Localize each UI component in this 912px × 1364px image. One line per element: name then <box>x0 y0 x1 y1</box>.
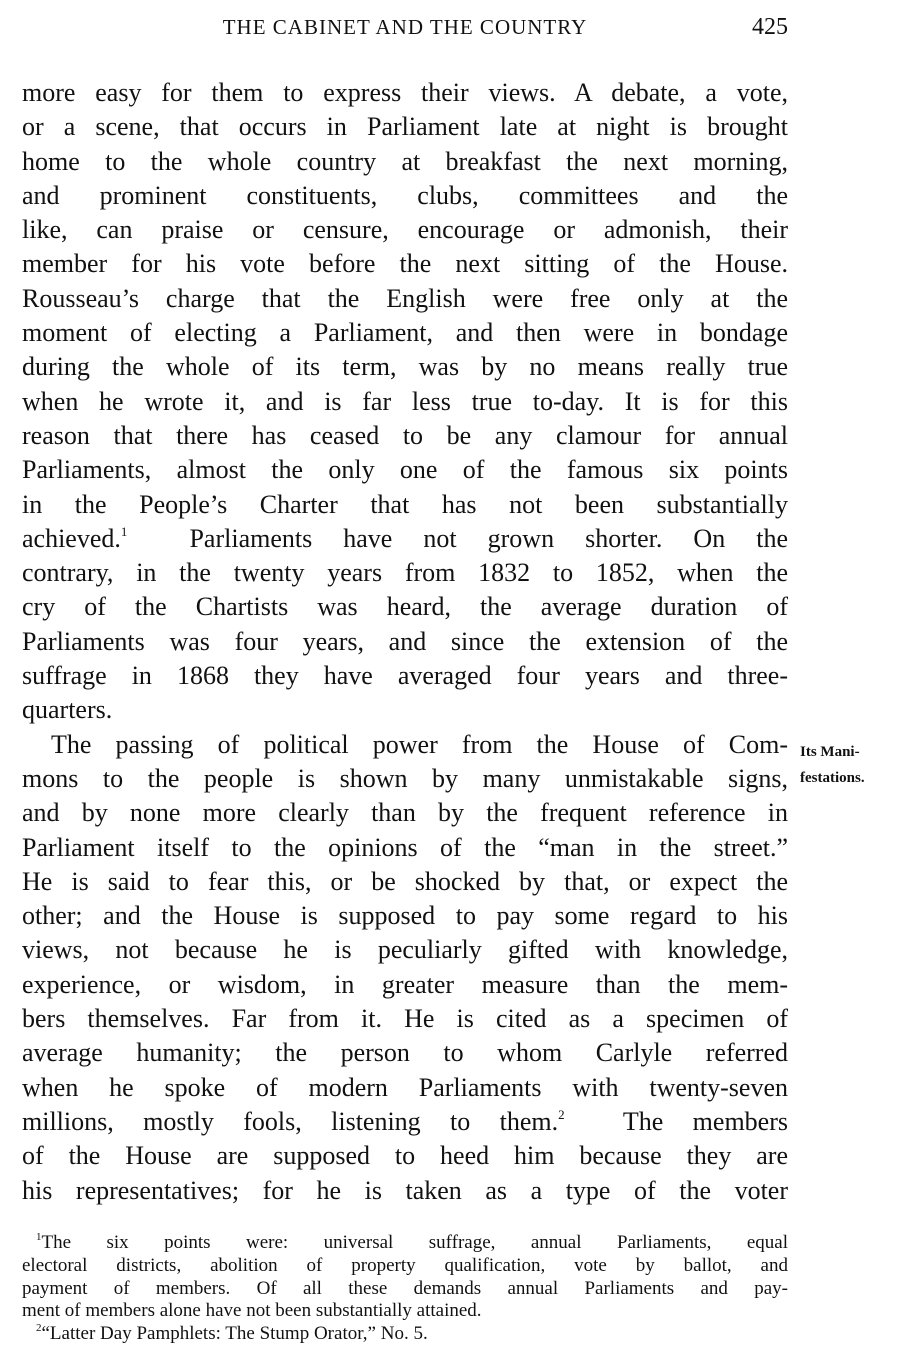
text-fragment: millions, mostly fools, listening to them. <box>22 1106 559 1136</box>
marginal-note <box>800 739 908 791</box>
footnote-text: “Latter Day Pamphlets: The Stump Orator,” No. 5. <box>41 1323 428 1345</box>
text-line: like, can praise or censure, encourage or admonish, their <box>22 215 788 245</box>
text-line <box>22 1105 788 1139</box>
text-line: The passing of political power from the House of Com- <box>51 729 788 759</box>
text-line: and prominent constituents, clubs, committees and the <box>22 180 788 210</box>
text-line: home to the whole country at breakfast the next morning, <box>22 146 788 176</box>
footnote-text: The six points were: universal suffrage, annual Parliaments, equal <box>41 1232 788 1253</box>
marginal-note-line: festations. <box>800 770 865 786</box>
footnote-line: ment of members alone have not been substantially attained. <box>22 1300 482 1322</box>
footnote-ref: 2 <box>558 1106 565 1122</box>
text-line: his representatives; for he is taken as a type of the voter <box>22 1175 788 1205</box>
text-line: and by none more clearly than by the frequent reference in <box>22 798 788 828</box>
footnote-mark: 1 <box>36 1231 42 1243</box>
text-line: Parliament itself to the opinions of the “man in the street.” <box>22 832 788 862</box>
text-fragment: achieved. <box>22 523 121 553</box>
footnote-line <box>22 1323 788 1346</box>
text-line: cry of the Chartists was heard, the average duration of <box>22 592 788 622</box>
footnote-mark: 2 <box>36 1322 42 1335</box>
text-line: views, not because he is peculiarly gifted with knowledge, <box>22 935 788 965</box>
text-line: Parliaments, almost the only one of the famous six points <box>22 455 788 485</box>
text-line: when he spoke of modern Parliaments with twenty-seven <box>22 1072 788 1102</box>
text-line: Parliaments was four years, and since the extension of the <box>22 626 788 656</box>
text-fragment: Parliaments have not grown shorter. On the <box>189 523 788 553</box>
marginal-note-line: Its Mani- <box>800 744 860 760</box>
page-number: 425 <box>752 14 788 40</box>
running-head <box>22 10 788 44</box>
text-line: during the whole of its term, was by no means really true <box>22 352 788 382</box>
footnote-line: payment of members. Of all these demands annual Parliaments and pay- <box>22 1277 788 1299</box>
text-line: average humanity; the person to whom Carlyle referred <box>22 1038 788 1068</box>
text-line: moment of electing a Parliament, and then were in bondage <box>22 318 788 348</box>
text-line: Rousseau’s charge that the English were free only at the <box>22 283 788 313</box>
footnotes <box>22 1232 788 1346</box>
text-line: other; and the House is supposed to pay some regard to his <box>22 901 788 931</box>
text-line: suffrage in 1868 they have averaged four years and three- <box>22 661 788 691</box>
footnote-ref: 1 <box>120 523 128 539</box>
text-line: of the House are supposed to heed him because they are <box>22 1141 788 1171</box>
body-text <box>22 76 788 1208</box>
text-line: or a scene, that occurs in Parliament late at night is brought <box>22 112 788 142</box>
text-line: when he wrote it, and is far less true to-day. It is for this <box>22 386 788 416</box>
text-line: in the People’s Charter that has not been substantially <box>22 489 788 519</box>
text-line: mons to the people is shown by many unmistakable signs, <box>22 763 788 793</box>
text-line: experience, or wisdom, in greater measure than the mem- <box>22 969 788 999</box>
text-line: member for his vote before the next sitting of the House. <box>22 249 788 279</box>
text-line: more easy for them to express their views. A debate, a vote, <box>22 78 788 107</box>
text-fragment: The members <box>622 1106 788 1136</box>
text-line: bers themselves. Far from it. He is cited as a specimen of <box>22 1004 788 1034</box>
text-line: reason that there has ceased to be any clamour for annual <box>22 420 788 450</box>
text-line: He is said to fear this, or be shocked by that, or expect the <box>22 866 788 896</box>
footnote-line <box>22 1232 788 1255</box>
text-line: quarters. <box>22 695 113 725</box>
running-title: THE CABINET AND THE COUNTRY <box>222 15 588 39</box>
text-line: contrary, in the twenty years from 1832 to 1852, when the <box>22 558 788 588</box>
footnote-line: electoral districts, abolition of property qualification, vote by ballot, and <box>22 1254 788 1276</box>
text-line <box>22 522 788 556</box>
